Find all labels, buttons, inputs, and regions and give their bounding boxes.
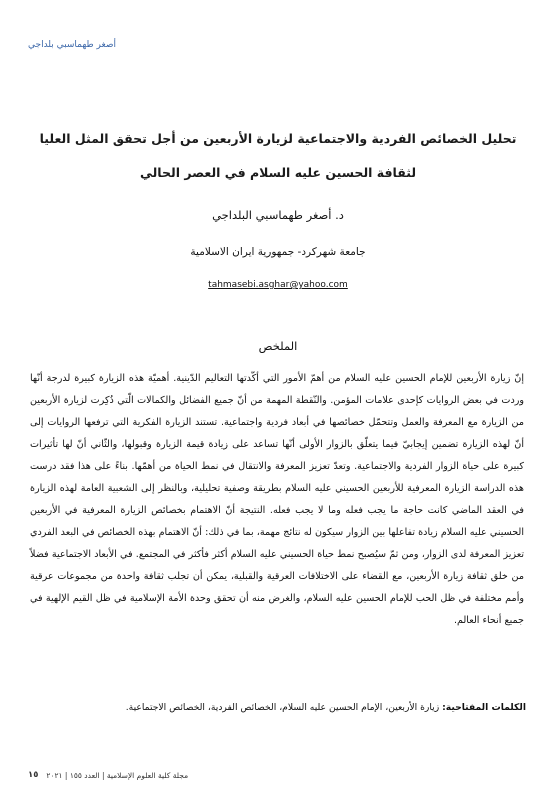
- page-footer: [28, 770, 528, 780]
- keywords-label: الكلمات المفتاحية:: [442, 702, 526, 713]
- abstract-heading: الملخص: [258, 339, 298, 353]
- author-name: د. أصغر طهماسبي البلداجي: [212, 208, 344, 222]
- abstract-body: إنّ زيارة الأربعين للإمام الحسين عليه السلام من أهمّ الأمور التي أكّدتها التعاليم الدّينية. أهميّة هذه الزيارة كبيرة لدرجة أنّها وردت في بعض الروايات كإحدى علامات المؤمن. والنّقطة المهمة من أنّ جميع الفضائل والكمالات الّتي ذُكِرت لزيارة الأربعين من الزيارة مع المعرفة والعمل وتتحمّل خصائصها في أبعاد فردية واجتماعية. تستند الزيارة الفكرية التي ترفعها الروايات إلى أنّ لهذه الزيارة تضمين إيجابيّ فيما يتعلّق بالزوار الأولى أنّها تساعد على زيادة قيمة الزيارة وقبولها، والثّاني أنّ لها تأثيرات كبيرة على حياة الزوار الفردية والاجتماعية. وتعدّ تعزيز المعرفة والانتقال في نمط الحياة من أهمّها. بناءً على هذا فقد درست هذه الدراسة الزيارة المعرفية للأربعين الحسيني عليه السلام بطريقة وصفية تحليلية، وبالنظر إلى الشعبية العامة لهذه الزيارة في العقد الماضي كانت حاجة ما يجب فعله وما لا يجب فعله. النتيجة أنّ الاهتمام بخصائص الزيارة المعرفية في الأربعين الحسيني عليه السلام زيادة تفاعلها بين الزوار سيكون له نتائج مهمة، بما في ذلك: أنّ الاهتمام بهذه الخصائص في البعد الفردي تعزيز المعرفة لدى الزوار، ومن ثمّ سيُصبح نمط حياة الحسيني عليه السلام أكثر فأكثر في المجتمع. في الأبعاد الاجتماعية فضلاً من خلق ثقافة زيارة الأربعين، مع القضاء على الاختلافات العرقية والقبلية، يمكن أن تجلب ثقافة واحدة من مجموعات عرقية وأمم مختلفة في ظل الحب للإمام الحسين عليه السلام، والغرض منه أن تحقق وحدة الأمة الإسلامية في ظل القيم الإلهية في جميع أنحاء العالم.: [30, 373, 524, 626]
- keywords-text: زيارة الأربعين، الإمام الحسين عليه السلام، الخصائص الفردية، الخصائص الاجتماعية.: [125, 702, 440, 713]
- keywords-line: [30, 700, 526, 716]
- page-number: ١٥: [28, 770, 39, 780]
- author-affiliation: جامعة شهركرد- جمهورية ايران الاسلامية: [190, 246, 366, 258]
- author-email-link[interactable]: tahmasebi.asghar@yahoo.com: [208, 280, 348, 290]
- running-header: أصغر طهماسبي بلداجي: [28, 40, 116, 50]
- journal-footer: مجلة كلية العلوم الإسلامية | العدد ١٥٥ | ٢٠٢١: [46, 770, 189, 780]
- paper-title: تحليل الخصائص الفردية والاجتماعية لزيارة الأربعين من أجل تحقق المثل العليا لثقافة الحسين عليه السلام في العصر الحالي: [39, 131, 517, 180]
